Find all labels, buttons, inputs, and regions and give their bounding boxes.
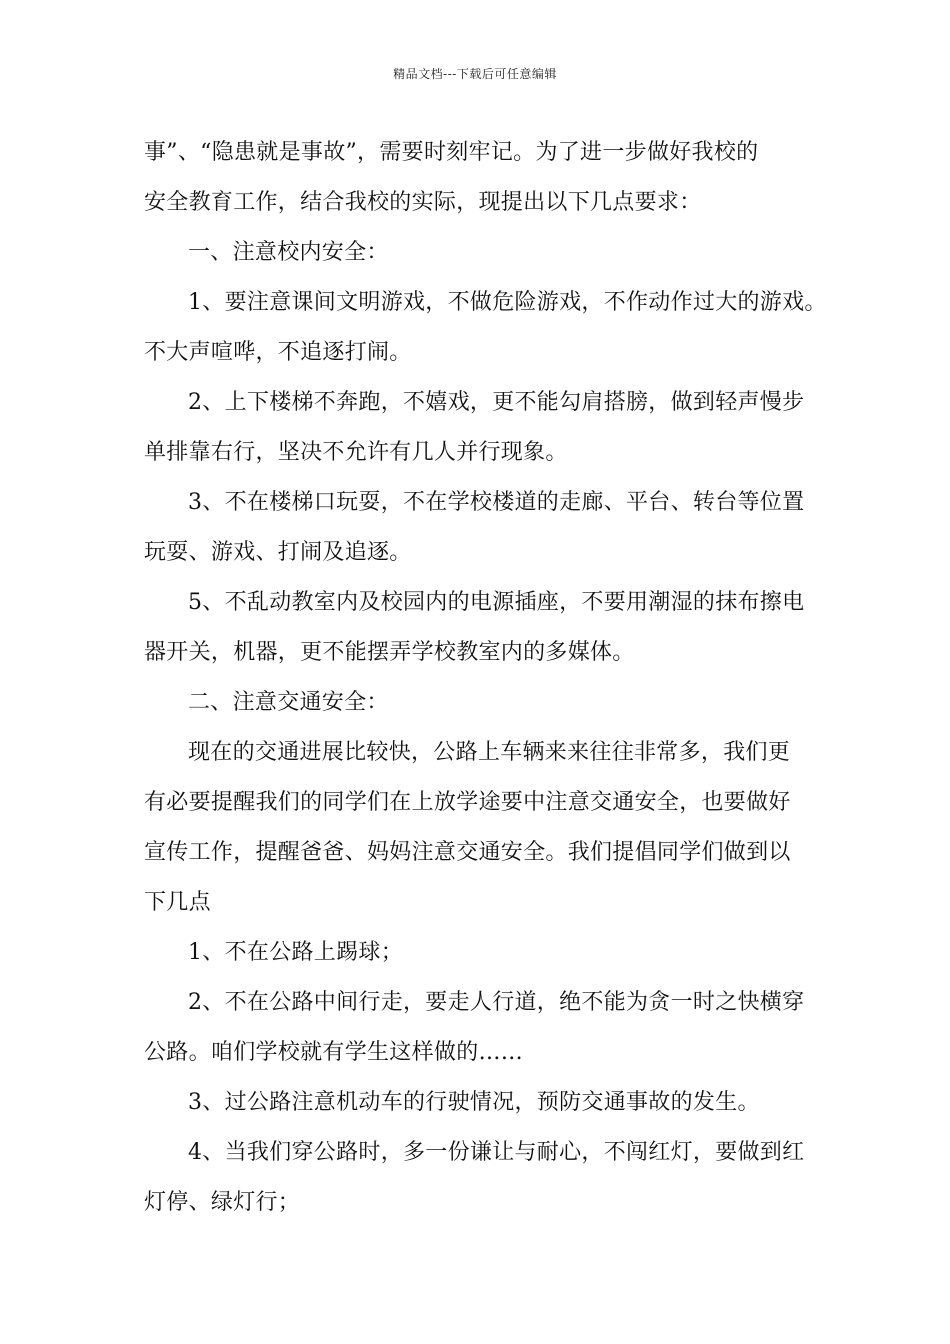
text-line: 5、不乱动教室内及校园内的电源插座，不要用潮湿的抹布擦电 [188,590,805,615]
section-heading-traffic-safety: 二、注意交通安全： [188,690,389,715]
text-line: 安全教育工作，结合我校的实际，现提出以下几点要求： [144,190,702,215]
text-line: 3、过公路注意机动车的行驶情况，预防交通事故的发生。 [188,1090,760,1115]
text-line: 2、上下楼梯不奔跑，不嬉戏，更不能勾肩搭膀，做到轻声慢步 [188,390,805,415]
document-body [144,128,827,1228]
text-line: 1、不在公路上踢球； [188,940,403,965]
text-line: 1、要注意课间文明游戏，不做危险游戏，不作动作过大的游戏。 [188,290,827,315]
text-line: 事”、“隐患就是事故”，需要时刻牢记。为了进一步做好我校的 [144,140,759,165]
text-line: 2、不在公路中间行走，要走人行道，绝不能为贪一时之快横穿 [188,990,805,1015]
text-line: 灯停、绿灯行； [144,1190,301,1215]
text-line: 公路。咱们学校就有学生这样做的…… [144,1040,524,1065]
text-line: 不大声喧哗，不追逐打闹。 [144,340,412,365]
text-line: 下几点 [144,890,211,915]
text-line: 玩耍、游戏、打闹及追逐。 [144,540,412,565]
text-line: 器开关，机器，更不能摆弄学校教室内的多媒体。 [144,640,635,665]
text-line: 有必要提醒我们的同学们在上放学途要中注意交通安全，也要做好 [144,790,791,815]
text-line: 单排靠右行，坚决不允许有几人并行现象。 [144,440,568,465]
section-heading-campus-safety: 一、注意校内安全： [188,240,389,265]
text-line: 4、当我们穿公路时，多一份谦让与耐心，不闯红灯，要做到红 [188,1140,805,1165]
text-line: 3、不在楼梯口玩耍，不在学校楼道的走廊、平台、转台等位置 [188,490,805,515]
text-line: 宣传工作，提醒爸爸、妈妈注意交通安全。我们提倡同学们做到以 [144,840,791,865]
text-line: 现在的交通进展比较快，公路上车辆来来往往非常多，我们更 [188,740,791,765]
page-header: 精品文档---下载后可任意编辑 [393,67,557,81]
